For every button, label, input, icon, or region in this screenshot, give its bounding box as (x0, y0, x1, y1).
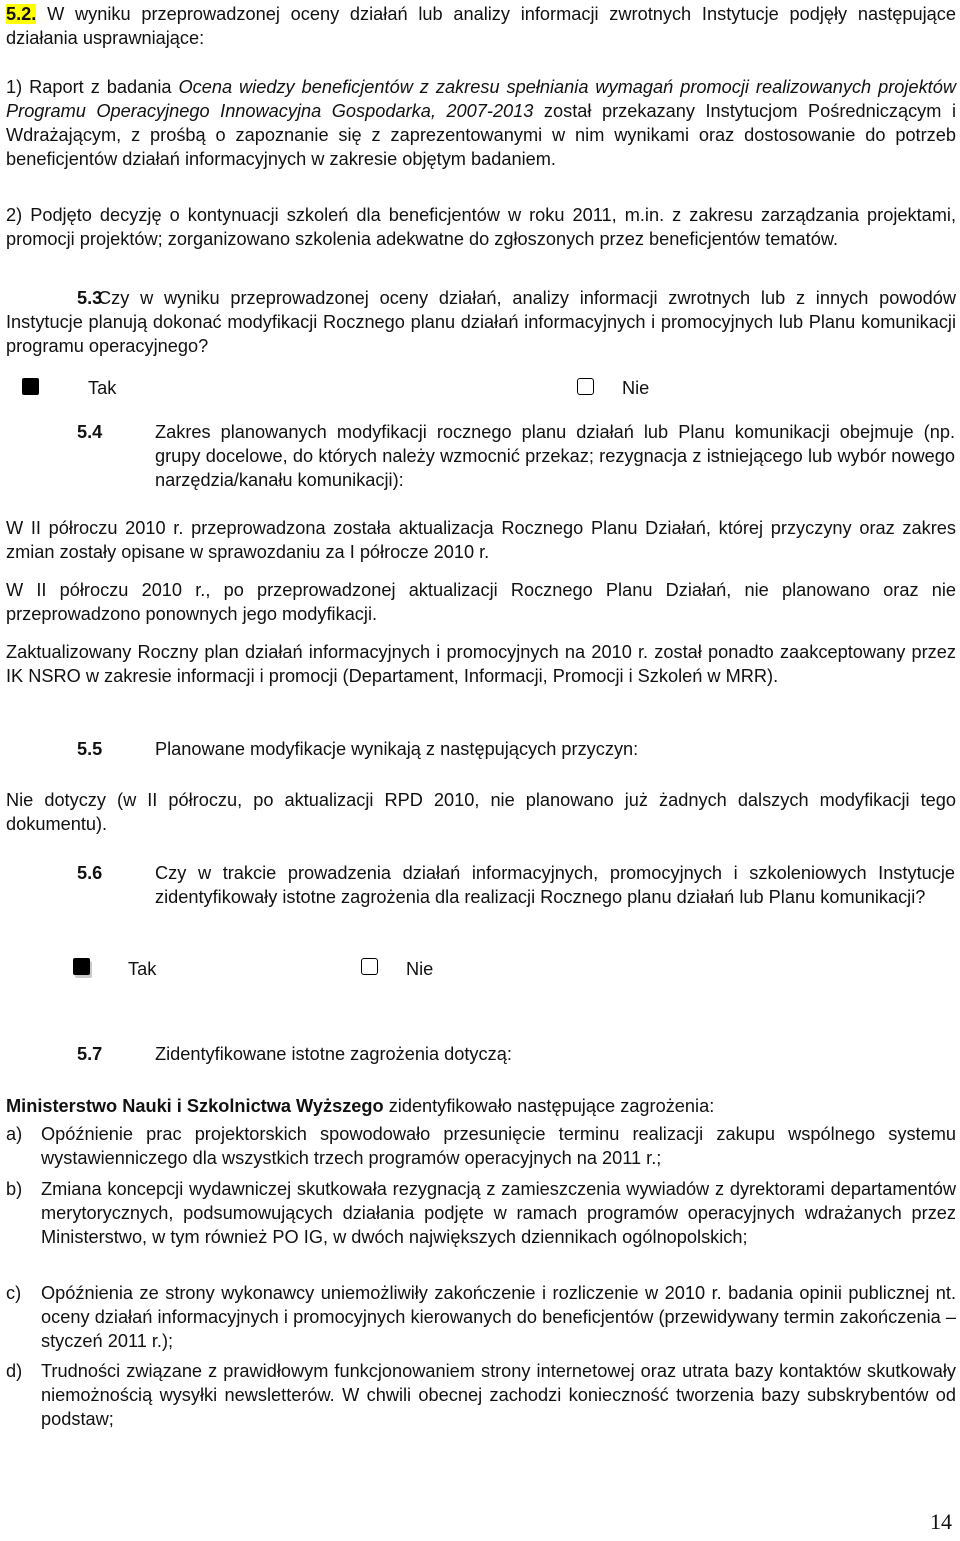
section-5-6-question: Czy w trakcie prowadzenia działań informacyjnych, promocyjnych i szkoleniowych Instytucje zidentyfikowały istotne zagrożenia dla realizacji Rocznego planu działań lub Planu komunikacji? (155, 863, 955, 907)
item-text: Trudności związane z prawidłowym funkcjonowaniem strony internetowej oraz utrata bazy kontaktów skutkowały niemożnością wysyłki newsletterów. W chwili obecnej zachodzi konieczność tworzenia bazy subskrybentów od podstaw; (41, 1361, 956, 1429)
checkbox-no-icon[interactable] (361, 958, 378, 975)
section-5-5-heading: Planowane modyfikacje wynikają z następujących przyczyn: (155, 739, 639, 759)
checkbox-yes-checked-icon[interactable] (22, 378, 39, 395)
institution-name: Ministerstwo Nauki i Szkolnictwa Wyższego (6, 1096, 384, 1116)
section-text: W wyniku przeprowadzonej oceny działań lub analizy informacji zwrotnych Instytucje podjęły następujące działania usprawniające: (6, 4, 956, 48)
section-5-7-heading: Zidentyfikowane istotne zagrożenia dotyczą: (155, 1044, 512, 1064)
item-text: Zmiana koncepcji wydawniczej skutkowała rezygnacją z zamieszczenia wywiadów z dyrektorami departamentów merytorycznych, podsumowujących działania podjęte w ramach programów operacyjnych wdrażanych przez Ministerstwo, w tym również PO IG, w dwóch największych dziennikach ogólnopolskich; (41, 1179, 956, 1247)
section-number: 5.2. (6, 4, 37, 24)
threats-intro: Ministerstwo Nauki i Szkolnictwa Wyższego zidentyfikowało następujące zagrożenia: (6, 1096, 715, 1116)
item-label: c) (6, 1283, 22, 1303)
action-item-1: 1) Raport z badania Ocena wiedzy beneficjentów z zakresu spełniania wymagań promocji realizowanych projektów Programu Operacyjnego Innowacyjna Gospodarka, 2007-2013 został przekazany Instytucjom Pośredniczącym i Wdrażającym, z prośbą o zapoznanie się z zaprezentowanymi w nim wynikami oraz dostosowanie do potrzeb beneficjentów działań informacyjnych w zakresie objętym badaniem. (6, 77, 956, 169)
section-5-3-question: Czy w wyniku przeprowadzonej oceny działań, analizy informacji zwrotnych lub z innych powodów Instytucje planują dokonać modyfikacji Rocznego planu działań informacyjnych i promocyjnych lub Planu komunikacji programu operacyjnego? (6, 288, 956, 356)
option-no-label: Nie (406, 959, 434, 979)
item-text: Opóźnienia ze strony wykonawcy uniemożliwiły zakończenie i rozliczenie w 2010 r. badania opinii publicznej nt. oceny działań informacyjnych i promocyjnych kierowanych do beneficjentów (przewidywany termin zakończenia – styczeń 2011 r.); (41, 1283, 956, 1351)
item-label: d) (6, 1361, 23, 1381)
item-label: a) (6, 1124, 23, 1144)
section-5-2-heading (6, 2, 956, 50)
section-number: 5.5 (77, 739, 103, 759)
section-5-4-heading: Zakres planowanych modyfikacji rocznego planu działań lub Planu komunikacji obejmuje (np. grupy docelowe, do których należy wzmocnić przekaz; rezygnacja z istniejącego lub wybór nowego narzędzia/kanału komunikacji): (155, 422, 955, 490)
section-number: 5.7 (77, 1044, 103, 1064)
section-number: 5.4 (77, 422, 103, 442)
option-yes-label: Tak (88, 378, 117, 398)
item-label: b) (6, 1179, 23, 1199)
option-yes-label: Tak (128, 959, 157, 979)
paragraph: Nie dotyczy (w II półroczu, po aktualizacji RPD 2010, nie planowano już żadnych dalszych modyfikacji tego dokumentu). (6, 790, 956, 834)
paragraph: W II półroczu 2010 r., po przeprowadzonej aktualizacji Rocznego Planu Działań, nie planowano oraz nie przeprowadzono ponownych jego modyfikacji. (6, 580, 956, 624)
option-no-label: Nie (622, 378, 650, 398)
action-item-2: 2) Podjęto decyzję o kontynuacji szkoleń dla beneficjentów w roku 2011, m.in. z zakresu zarządzania projektami, promocji projektów; zorganizowano szkolenia adekwatne do zgłoszonych przez beneficjentów tematów. (6, 205, 956, 249)
page-number: 14 (930, 1509, 952, 1534)
section-number: 5.6 (77, 863, 103, 883)
paragraph: Zaktualizowany Roczny plan działań informacyjnych i promocyjnych na 2010 r. został ponadto zaakceptowany przez IK NSRO w zakresie informacji i promocji (Departament, Informacji, Promocji i Szkoleń w MRR). (6, 642, 956, 686)
report-title: Ocena wiedzy beneficjentów z zakresu spełniania wymagań promocji realizowanych projektów Programu Operacyjnego Innowacyjna Gospodarka, 2007-2013 (6, 77, 956, 121)
checkbox-yes-checked-icon[interactable] (73, 958, 90, 975)
checkbox-no-icon[interactable] (577, 378, 594, 395)
paragraph: W II półroczu 2010 r. przeprowadzona została aktualizacja Rocznego Planu Działań, której przyczyny oraz zakres zmian zostały opisane w sprawozdaniu za I półrocze 2010 r. (6, 518, 956, 562)
section-number: 5.3 (77, 288, 103, 308)
item-text: Opóźnienie prac projektorskich spowodowało przesunięcie terminu realizacji zakupu wspólnego systemu wystawienniczego dla wszystkich trzech programów operacyjnych na 2011 r.; (41, 1124, 956, 1168)
